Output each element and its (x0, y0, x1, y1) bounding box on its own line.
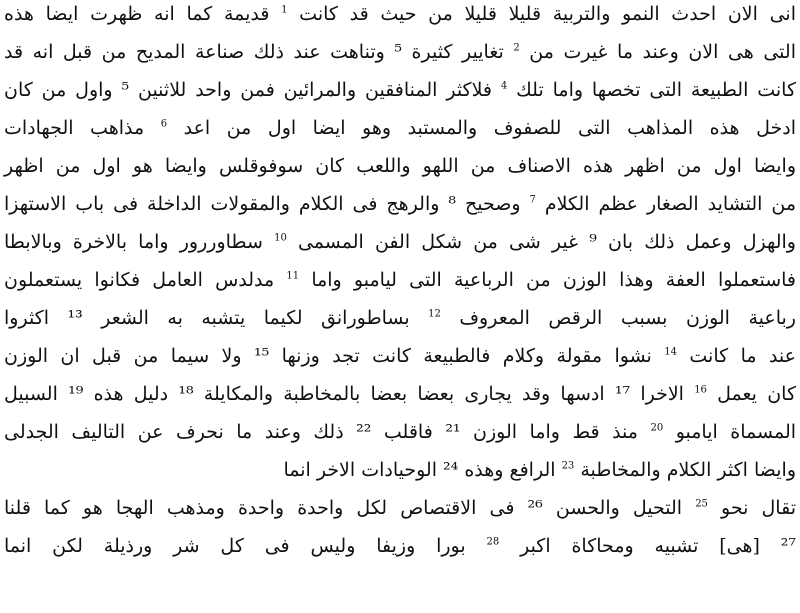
text-line-3: كانت الطبيعة التى تخصها واما تلك $^4$ فلاكثر المنافقين والمرائين فمن واحد للاثنين ⁵ واول من كان (4, 79, 796, 101)
text-line-12: المسماة ايامبو $^{20}$ منذ قط واما الوزن ²¹ فاقلب ²² ذلك وعند ما نحرف عن التاليف الجدلى (4, 421, 797, 443)
text-line-15: ²⁷ [هى] تشبيه ومحاكاة اكبر $^{28}$ بورا وزيفا وليس فى كل شر ورذيلة لكن انما (4, 535, 796, 557)
text-line-9: رباعية الوزن بسبب الرقص المعروف $^{12}$ بساطورانق لكيما يتشبه به الشعر ¹³ اكثروا (4, 307, 796, 329)
text-line-5: وايضا اول من اظهر هذه الاصناف من اللهو واللعب كان سوفوقلس وايضا هو اول من اظهر (4, 155, 796, 177)
footnote-marker: 10 (274, 232, 287, 244)
footnote-marker: 4 (500, 80, 508, 92)
footnote-marker: 1 (281, 4, 288, 16)
footnote-marker: 6 (160, 118, 168, 130)
footnote-marker: 20 (650, 422, 664, 434)
footnote-marker: 28 (486, 536, 500, 548)
footnote-marker: 14 (664, 346, 677, 358)
footnote-marker: 23 (561, 460, 575, 472)
text-line-7: والهزل وعمل ذلك بان ⁹ غير شى من شكل الفن المسمى $^{10}$ سطاوررور واما بالاخرة وبالابطا (4, 231, 796, 253)
footnote-marker: 7 (529, 194, 536, 206)
footnote-marker: 25 (695, 498, 708, 510)
text-line-14: تقال نحو $^{25}$ التحيل والحسن ²⁶ فى الاقتصاص لكل واحدة واحدة ومذهب الهجا هو كما قلنا (4, 497, 796, 519)
footnote-marker: 16 (694, 384, 707, 396)
footnote-marker: 12 (428, 308, 441, 320)
text-line-8: فاستعملوا العفة وهذا الوزن من الرباعية التى ليامبو واما $^{11}$ مدلدس العامل فكانوا يستعملون (4, 269, 797, 291)
text-line-6: من التشايد الصغار عظم الكلام $^7$ وصحيح ⁸ والرهج فى الكلام والمقولات الداخلة فى باب الاستهزا (4, 193, 797, 215)
text-line-10: عند ما كانت $^{14}$ نشوا مقولة وكلام فالطبيعة كانت تجد وزنها ¹⁵ ولا سيما من قبل ان الوزن (4, 345, 796, 367)
text-line-2: التى هى الان وعند ما غيرت من $^2$ تغايير كثيرة ⁵ وتناهت عند ذلك صناعة المديح من قبل انه قد (4, 41, 796, 63)
text-line-13: وايضا اكثر الكلام والمخاطبة $^{23}$ الرافع وهذه ²⁴ الوحيادات الاخر انما (283, 459, 796, 481)
text-line-11: كان يعمل $^{16}$ الاخرا ¹⁷ ادسها وقد يجارى بعضا بعضا بالمخاطبة والمكايلة ¹⁸ دليل هذه ¹⁹ السبيل (4, 383, 796, 405)
text-line-1: انى الان احدث النمو والتربية قليلا قليلا من حيث قد كانت $^1$ قديمة كما انه ظهرت ايضا هذه (4, 3, 796, 25)
footnote-marker: 2 (513, 42, 520, 54)
footnote-marker: 11 (286, 270, 300, 282)
text-line-4: ادخل هذه المذاهب التى للصفوف والمستبد وهو ايضا اول من اعد $^6$ مذاهب الجهادات (4, 117, 796, 139)
